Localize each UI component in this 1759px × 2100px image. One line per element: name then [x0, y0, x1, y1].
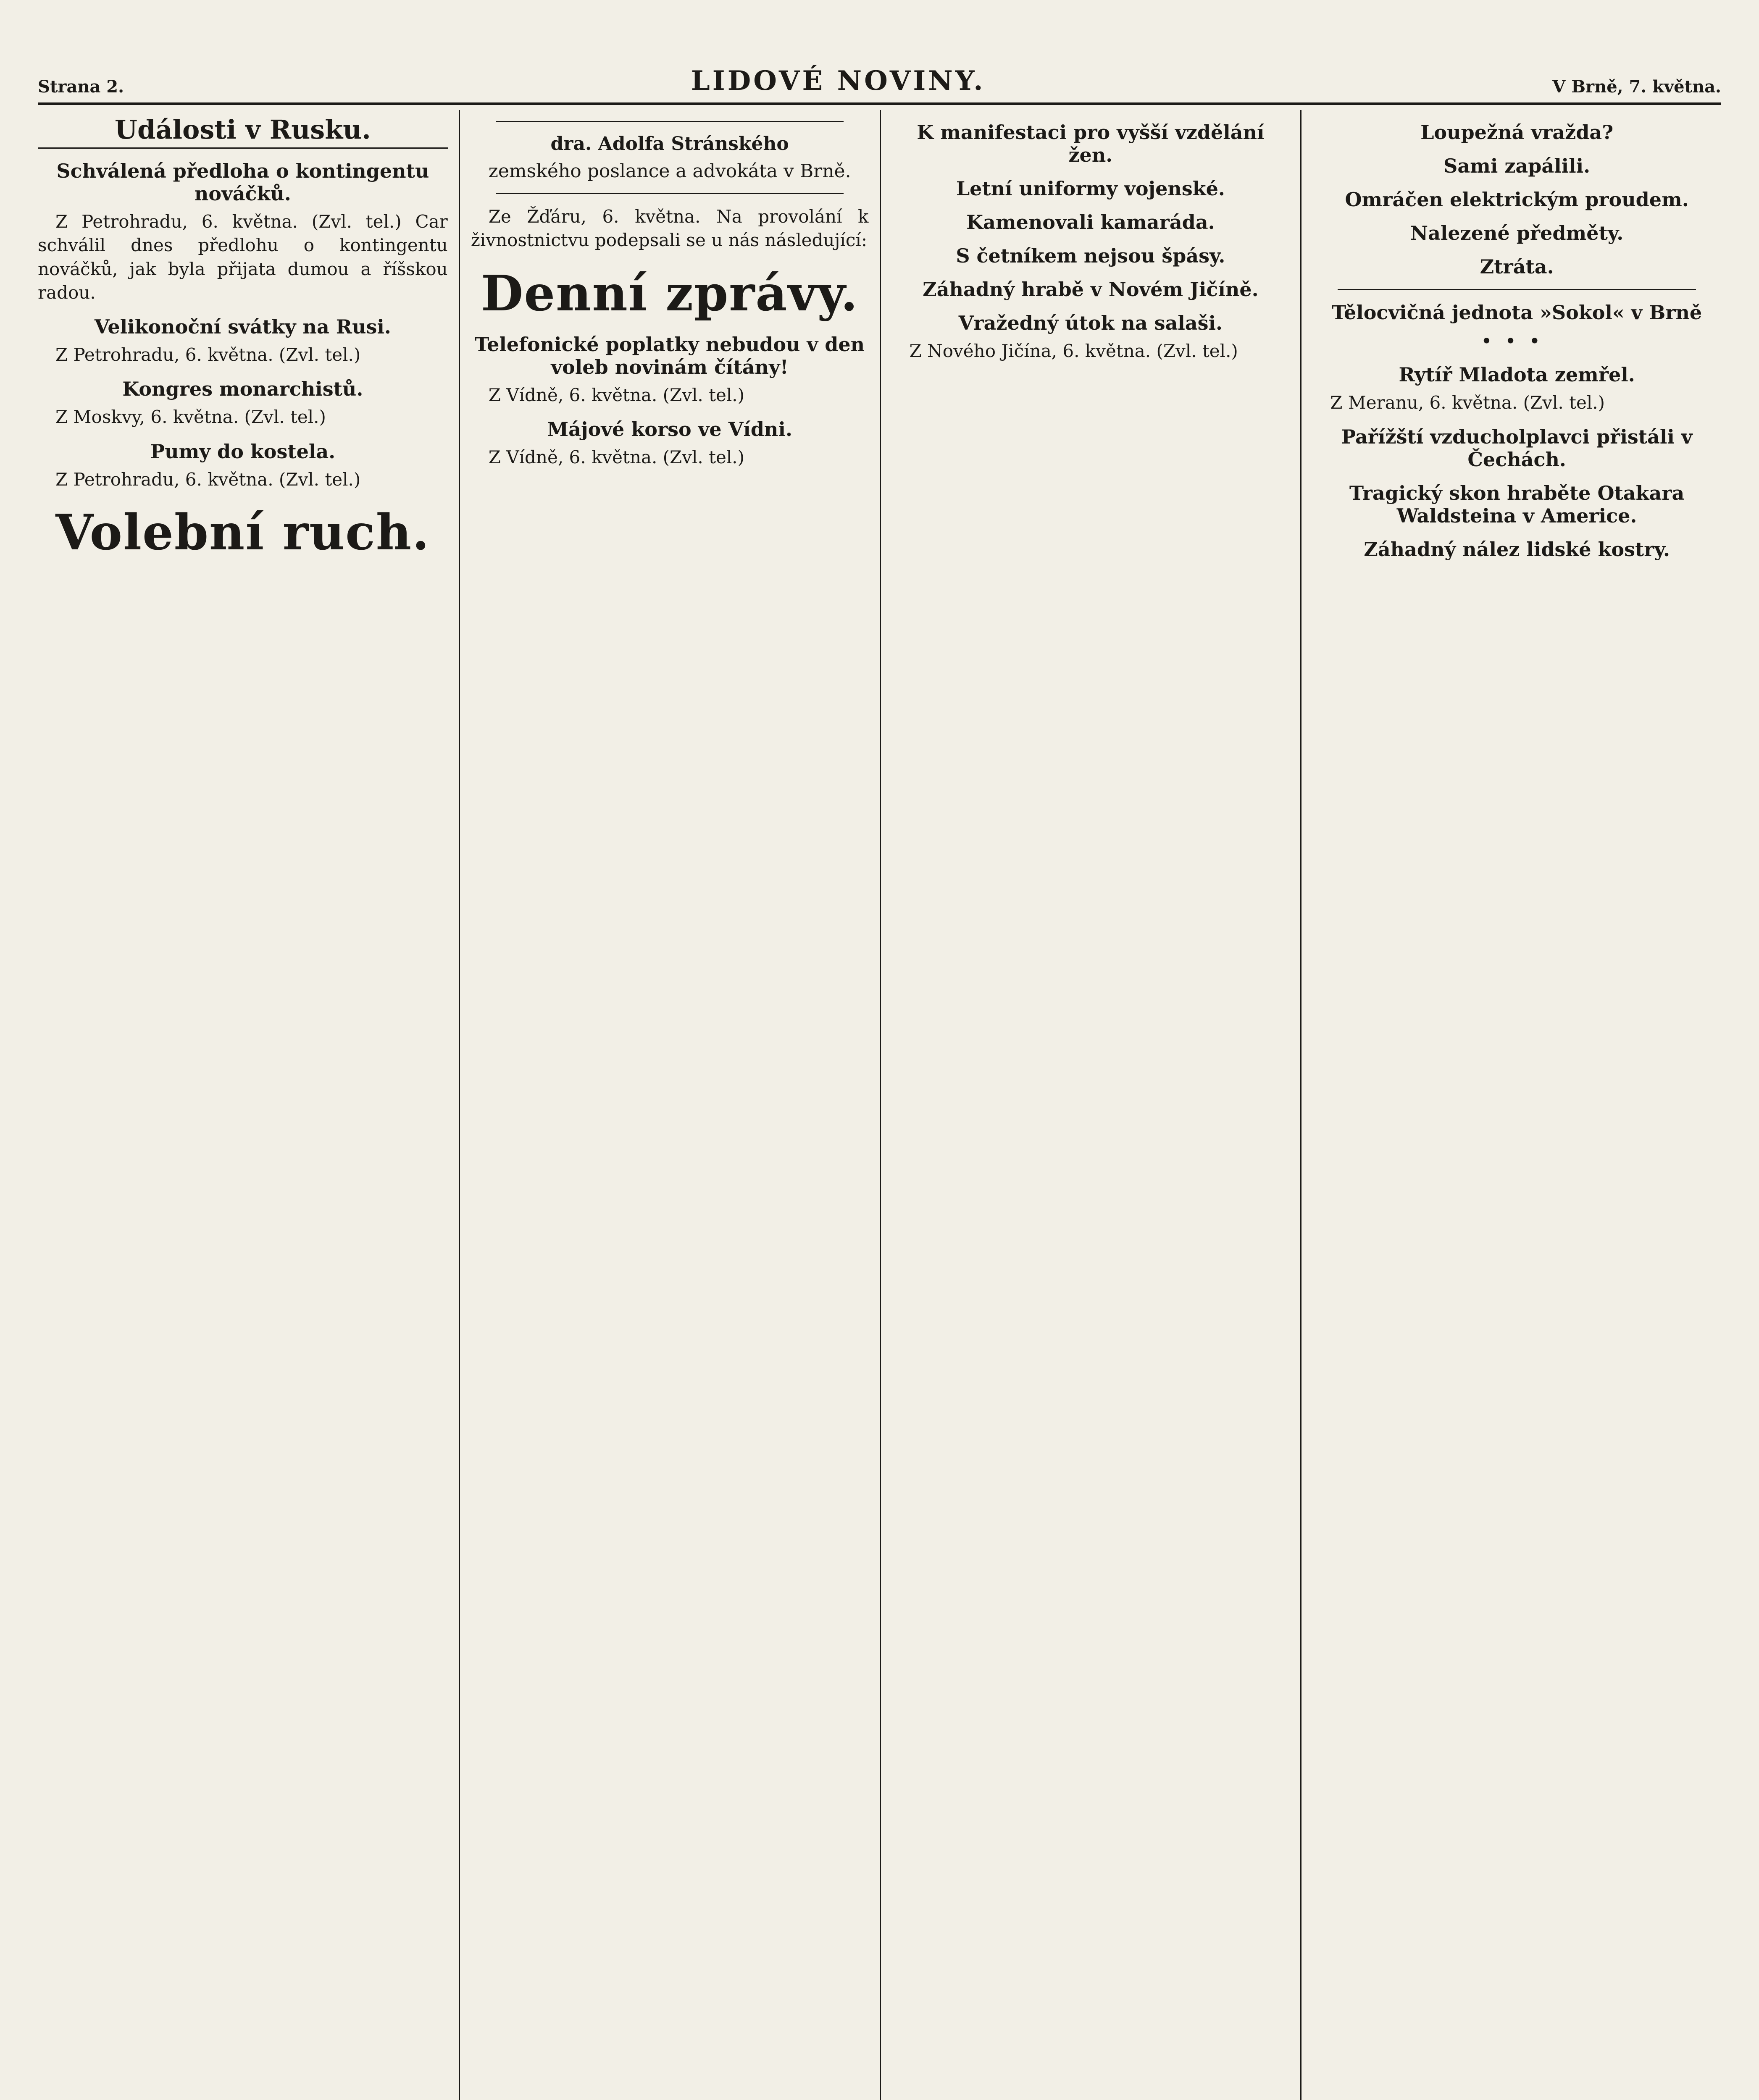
divider	[496, 121, 844, 122]
article-headline: Schválená předloha o kontingentu nováčků.	[56, 160, 429, 205]
article-headline: Záhadný nález lidské kostry.	[1364, 538, 1670, 561]
article-text: Z Petrohradu, 6. května. (Zvl. tel.)	[55, 344, 361, 365]
section-title: Události v Rusku.	[38, 114, 448, 149]
article-headline: Tragický skon hraběte Otakara Waldsteina v Americe.	[1349, 482, 1685, 528]
article-headline: Tělocvičná jednota »Sokol« v Brně	[1332, 301, 1702, 324]
article-headline: Loupežná vražda?	[1420, 121, 1614, 144]
signature-name: dra. Adolfa Stránského	[550, 133, 789, 155]
article-headline: Kamenovali kamaráda.	[966, 211, 1215, 234]
section-big-title: Volební ruch.	[55, 504, 430, 561]
columns	[38, 110, 1721, 2100]
masthead	[38, 59, 1721, 105]
article-headline: S četníkem nejsou špásy.	[956, 244, 1225, 267]
page-number: Strana 2.	[38, 77, 124, 97]
date-line: V Brně, 7. května.	[1552, 77, 1721, 97]
article-text: Z Petrohradu, 6. května. (Zvl. tel.) Car schválil dnes předlohu o kontingentu nováčků, jak byla přijata dumou a říšskou radou.	[38, 211, 448, 303]
article-headline: Pumy do kostela.	[150, 440, 336, 463]
article-headline: Rytíř Mladota zemřel.	[1399, 363, 1635, 386]
signature-role: zemského poslance a advokáta v Brně.	[488, 160, 851, 182]
article-text: Z Vídně, 6. května. (Zvl. tel.)	[488, 384, 744, 405]
article-text: Z Meranu, 6. května. (Zvl. tel.)	[1330, 392, 1605, 413]
article-headline: Letní uniformy vojenské.	[956, 177, 1225, 200]
article-lead: Ze Žďáru, 6. května. Na provolání k živnostnictvu podepsali se u nás následující:	[471, 206, 869, 251]
divider	[1338, 289, 1696, 290]
article-headline: Ztráta.	[1480, 255, 1554, 278]
ornament-dots: •••	[1480, 330, 1553, 352]
article-headline: Telefonické poplatky nebudou v den voleb novinám čítány!	[475, 333, 865, 378]
article-text: Z Vídně, 6. května. (Zvl. tel.)	[488, 446, 744, 467]
divider	[496, 193, 844, 194]
column-4	[1300, 110, 1721, 2100]
article-headline: Záhadný hrabě v Novém Jičíně.	[923, 278, 1259, 301]
newspaper-title: LIDOVÉ NOVINY.	[691, 65, 986, 97]
article-headline: Májové korso ve Vídni.	[547, 417, 792, 441]
article-headline: Nalezené předměty.	[1410, 222, 1624, 244]
article-headline: Velikonoční svátky na Rusi.	[94, 315, 391, 339]
column-1	[38, 110, 459, 2100]
article-text: Z Nového Jičína, 6. května. (Zvl. tel.)	[909, 341, 1238, 361]
article-headline: Pařížští vzducholplavci přistáli v Čechách.	[1341, 425, 1693, 471]
column-3	[880, 110, 1301, 2100]
article-headline: Vražedný útok na salaši.	[958, 312, 1223, 334]
article-headline: Sami zapálili.	[1443, 155, 1591, 177]
article-text: Z Moskvy, 6. května. (Zvl. tel.)	[55, 407, 326, 428]
section-big-title: Denní zprávy.	[481, 265, 859, 322]
article-headline: Omráčen elektrickým proudem.	[1345, 188, 1689, 211]
column-2	[459, 110, 880, 2100]
article-text: Z Petrohradu, 6. května. (Zvl. tel.)	[55, 469, 361, 490]
article-headline: K manifestaci pro vyšší vzdělání žen.	[917, 121, 1265, 166]
article-headline: Kongres monarchistů.	[122, 378, 363, 401]
